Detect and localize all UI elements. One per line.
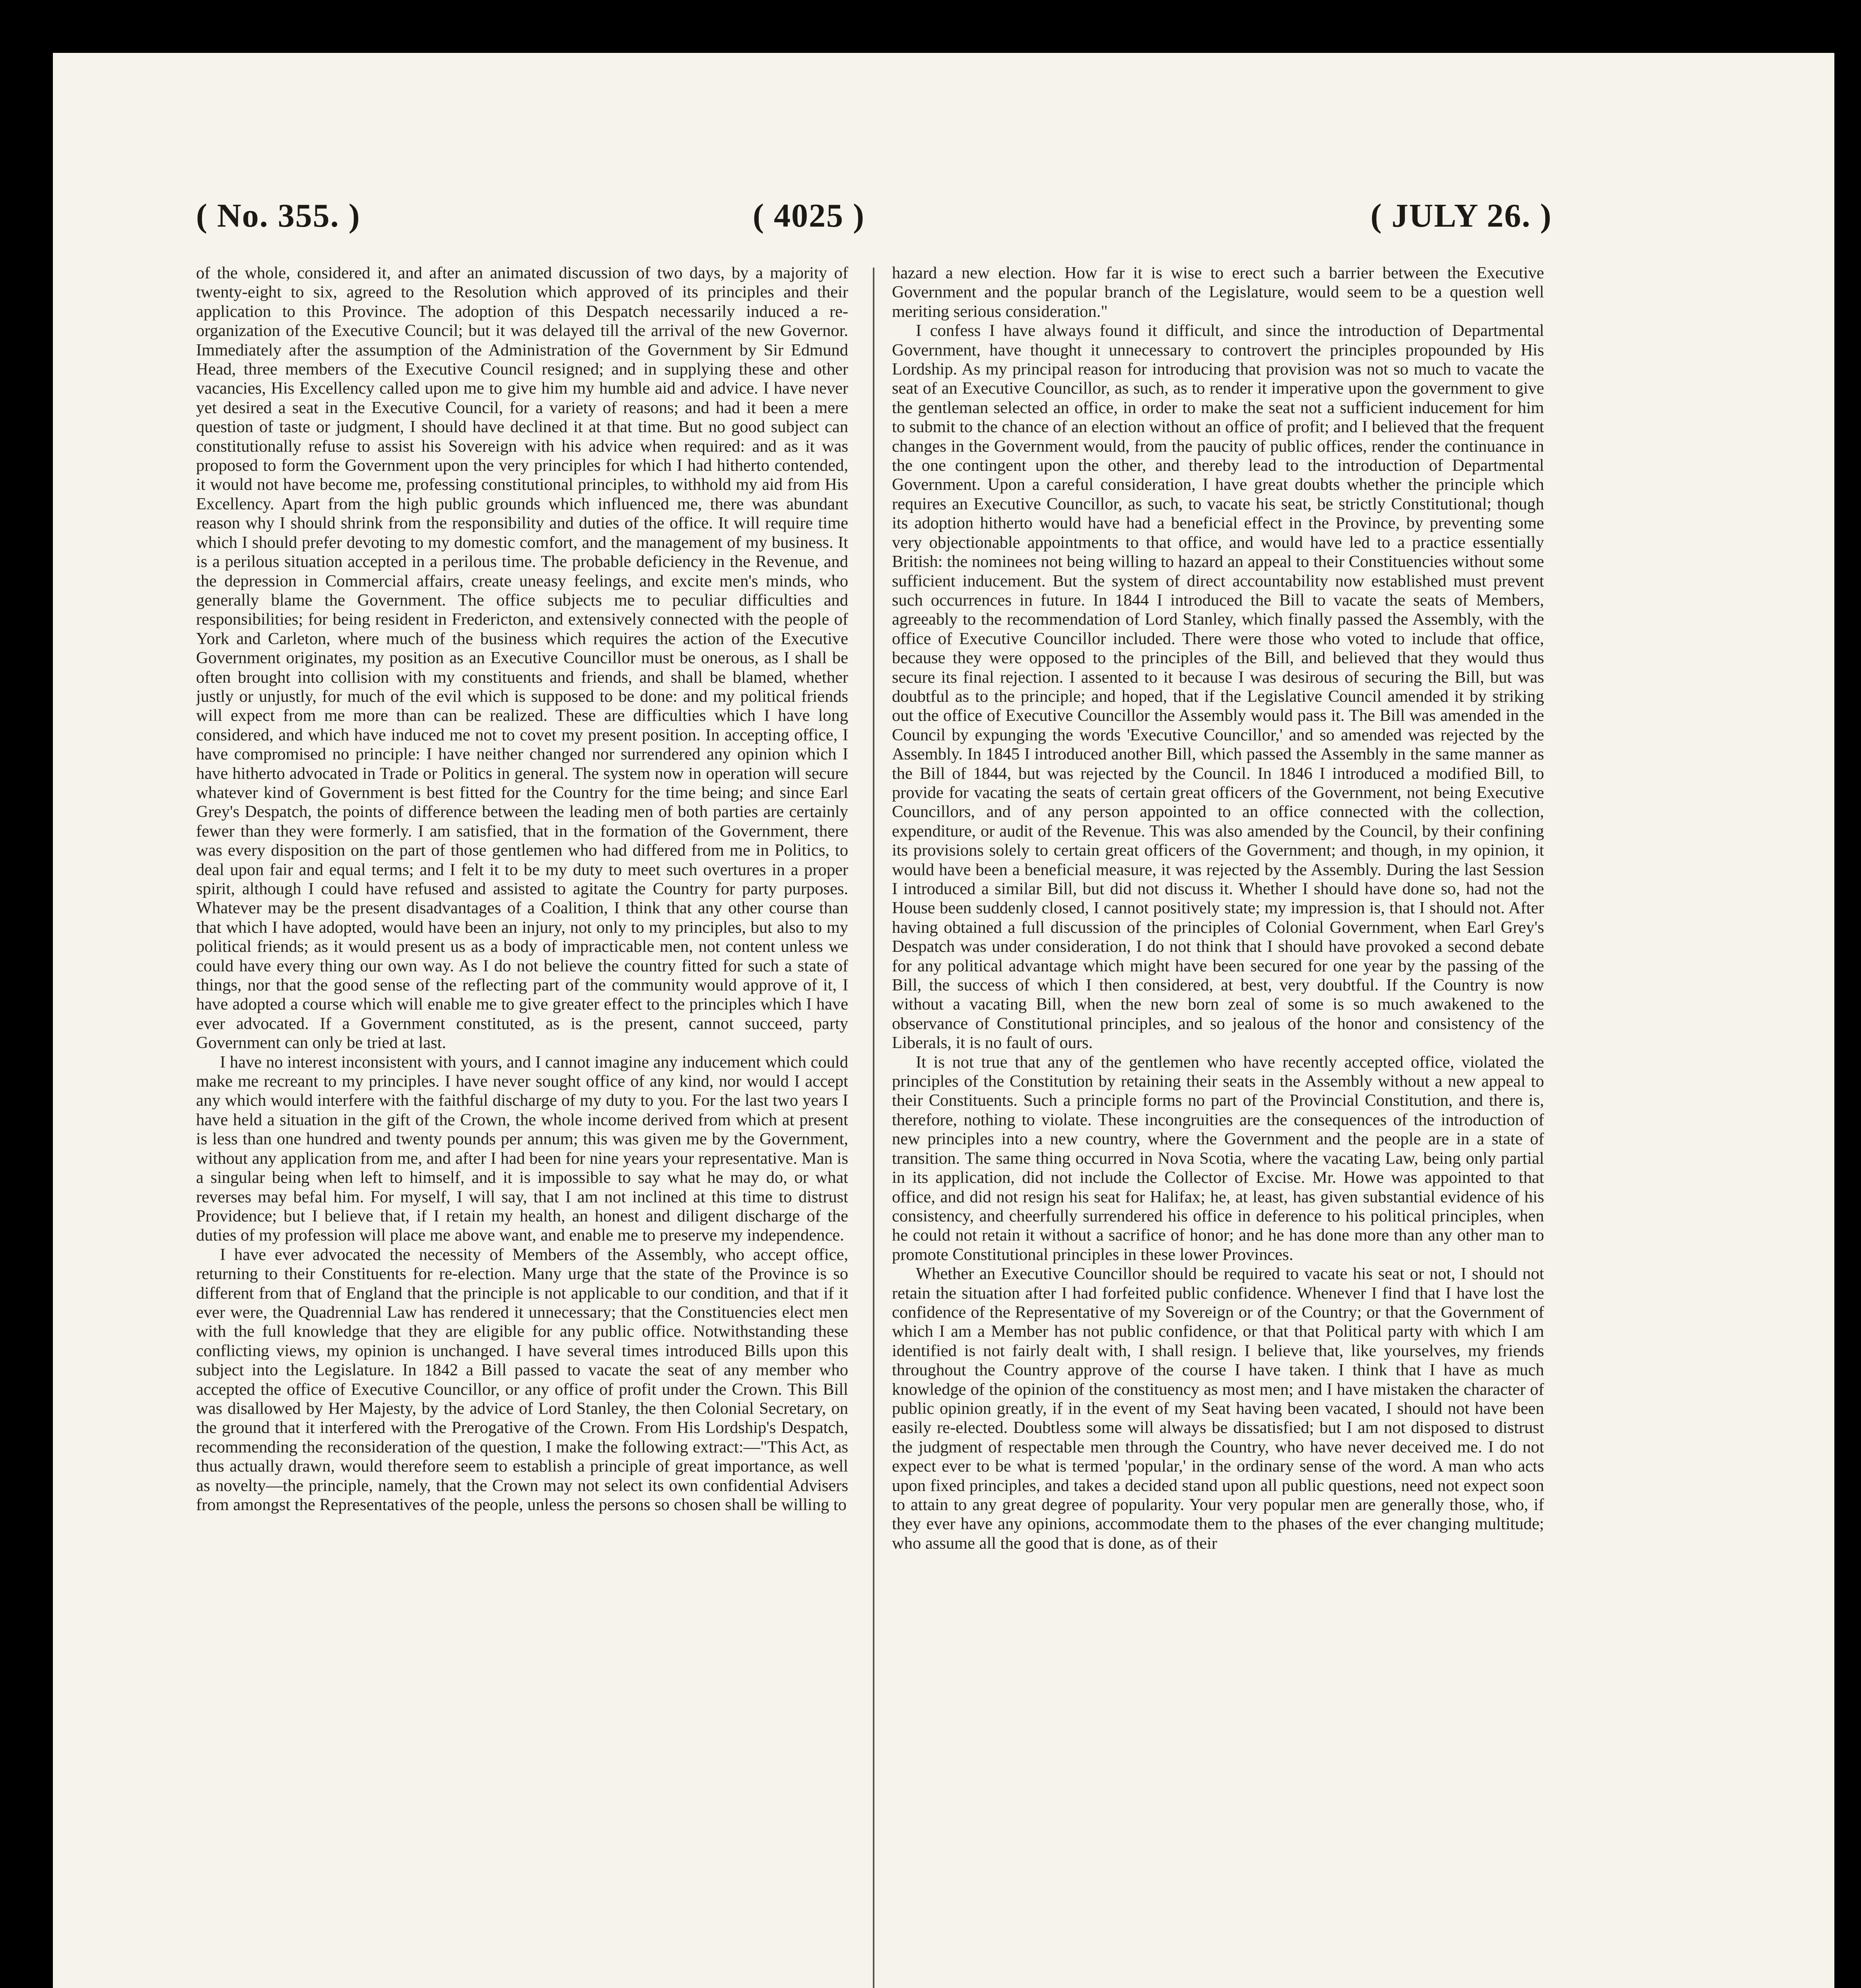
paragraph: I have no interest inconsistent with yours, and I cannot imagine any inducement which could make me recreant to my principles. I have never sought office of any kind, nor would I accept any which would interfere with the faithful discharge of my duty to you. For the last two years I have held a situation in the gift of the Crown, the whole income derived from which at present is less than one hundred and twenty pounds per annum; this was given me by the Government, without any application from me, and after I had been for nine years your representative. Man is a singular being when left to himself, and it is impossible to say what he may do, or what reverses may befal him. For myself, I will say, that I am not inclined at this time to distrust Providence; but I believe that, if I retain my health, an honest and diligent discharge of the duties of my profession will place me above want, and enable me to preserve my independence. <box>196 1052 848 1245</box>
page-number: ( 4025 ) <box>753 197 865 234</box>
paragraph: Whether an Executive Councillor should be required to vacate his seat or not, I should not retain the situation after I had forfeited public confidence. Whenever I find that I have lost the confidence of the Representative of my Sovereign or of the Country; or that the Government of which I am a Member has not public confidence, or that that Political party with which I am identified is not fairly dealt with, I shall resign. I believe that, like yourselves, my friends throughout the Country approve of the course I have taken. I think that I have as much knowledge of the opinion of the constituency as most men; and I have mistaken the character of public opinion greatly, if in the event of my Seat having been vacated, I should not have been easily re-elected. Doubtless some will always be dissatisfied; but I am not disposed to distrust the judgment of respectable men through the Country, who have never deceived me. I do not expect ever to be what is termed 'popular,' in the ordinary sense of the word. A man who acts upon fixed principles, and takes a decided stand upon all public questions, need not expect soon to attain to any great degree of popularity. Your very popular men are generally those, who, if they ever have any opinions, accommodate them to the phases of the ever changing multitude; who assume all the good that is done, as of their <box>892 1264 1544 1553</box>
page-header <box>196 190 1552 242</box>
column-divider <box>873 268 874 1988</box>
paragraph: It is not true that any of the gentlemen who have recently accepted office, violated the principles of the Constitution by retaining their seats in the Assembly without a new appeal to their Constituents. Such a principle forms no part of the Provincial Constitution, and there is, therefore, nothing to violate. These incongruities are the consequences of the introduction of new principles into a new country, where the Government and the people are in a state of transition. The same thing occurred in Nova Scotia, where the vacating Law, being only partial in its application, did not include the Collector of Excise. Mr. Howe was appointed to that office, and did not resign his seat for Halifax; he, at least, has given substantial evidence of his consistency, and cheerfully surrendered his office in deference to his political principles, when he could not retain it without a sacrifice of honor; and he has done more than any other man to promote Constitutional principles in these lower Provinces. <box>892 1052 1544 1264</box>
paragraph: I confess I have always found it difficult, and since the introduction of Departmental Government, have thought it unnecessary to controvert the principles propounded by His Lordship. As my principal reason for introducing that provision was not so much to vacate the seat of an Executive Councillor, as such, as to render it imperative upon the government to give the gentleman selected an office, in order to make the seat not a sufficient inducement for him to submit to the chance of an election without an office of profit; and I believed that the frequent changes in the Government would, from the paucity of public offices, render the continuance in the one contingent upon the other, and thereby lead to the introduction of Departmental Government. Upon a careful consideration, I have great doubts whether the principle which requires an Executive Councillor, as such, to vacate his seat, be strictly Constitutional; though its adoption hitherto would have had a beneficial effect in the Province, by preventing some very objectionable appointments to that office, and would have led to a practice essentially British: the nominees not being willing to hazard an appeal to their Constituencies without some sufficient inducement. But the system of direct accountability now established must prevent such occurrences in future. In 1844 I introduced the Bill to vacate the seats of Members, agreeably to the recommendation of Lord Stanley, which finally passed the Assembly, with the office of Executive Councillor included. There were those who voted to include that office, because they were opposed to the principles of the Bill, and believed that they would thus secure its final rejection. I assented to it because I was desirous of securing the Bill, but was doubtful as to the principle; and hoped, that if the Legislative Council amended it by striking out the office of Executive Councillor the Assembly would pass it. The Bill was amended in the Council by expunging the words 'Executive Councillor,' and so amended was rejected by the Assembly. In 1845 I introduced another Bill, which passed the Assembly in the same manner as the Bill of 1844, but was rejected by the Council. In 1846 I introduced a modified Bill, to provide for vacating the seats of certain great officers of the Government, not being Executive Councillors, and of any person appointed to an office connected with the collection, expenditure, or audit of the Revenue. This was also amended by the Council, by their confining its provisions solely to certain great officers of the Government; and though, in my opinion, it would have been a beneficial measure, it was rejected by the Assembly. During the last Session I introduced a similar Bill, but did not discuss it. Whether I should have done so, had not the House been suddenly closed, I cannot positively state; my impression is, that I should not. After having obtained a full discussion of the principles of Colonial Government, when Earl Grey's Despatch was under consideration, I do not think that I should have provoked a second debate for any political advantage which might have been secured for one year by the passing of the Bill, the success of which I then considered, at best, very doubtful. If the Country is now without a vacating Bill, when the new born zeal of some is so much awakened to the observance of Constitutional principles, and so jealous of the honor and consistency of the Liberals, it is no fault of ours. <box>892 321 1544 1052</box>
newspaper-page <box>53 53 1834 1988</box>
issue-number: ( No. 355. ) <box>196 197 361 234</box>
left-column <box>196 264 848 1988</box>
issue-date: ( JULY 26. ) <box>1370 197 1552 234</box>
paragraph: of the whole, considered it, and after an animated discussion of two days, by a majority of twenty-eight to six, agreed to the Resolution which approved of its principles and their application to this Province. The adoption of this Despatch necessarily induced a re-organization of the Executive Council; but it was delayed till the arrival of the new Governor. Immediately after the assumption of the Administration of the Government by Sir Edmund Head, three members of the Executive Council resigned; and in supplying these and other vacancies, His Excellency called upon me to give him my humble aid and advice. I have never yet desired a seat in the Executive Council, for a variety of reasons; and had it been a mere question of taste or judgment, I should have declined it at that time. But no good subject can constitutionally refuse to assist his Sovereign with his advice when required: and as it was proposed to form the Government upon the very principles for which I had hitherto contended, it would not have become me, professing constitutional principles, to withhold my aid from His Excellency. Apart from the high public grounds which influenced me, there was abundant reason why I should shrink from the responsibility and duties of the office. It will require time which I should prefer devoting to my domestic comfort, and the management of my business. It is a perilous situation accepted in a perilous time. The probable deficiency in the Revenue, and the depression in Commercial affairs, create uneasy feelings, and excite men's minds, who generally blame the Government. The office subjects me to peculiar difficulties and responsibilities; for being resident in Fredericton, and extensively connected with the people of York and Carleton, where much of the business which requires the action of the Executive Government originates, my position as an Executive Councillor must be onerous, as I shall be often brought into collision with my constituents and friends, and shall be blamed, whether justly or unjustly, for much of the evil which is supposed to be done: and my political friends will expect from me more than can be realized. These are difficulties which I have long considered, and which have induced me not to covet my present position. In accepting office, I have compromised no principle: I have neither changed nor surrendered any opinion which I have hitherto advocated in Trade or Politics in general. The system now in operation will secure whatever kind of Government is best fitted for the Country for the time being; and since Earl Grey's Despatch, the points of difference between the leading men of both parties are certainly fewer than they were formerly. I am satisfied, that in the formation of the Government, there was every disposition on the part of those gentlemen who had differed from me in Politics, to deal upon fair and equal terms; and I felt it to be my duty to meet such overtures in a proper spirit, although I could have refused and assisted to agitate the Country for party purposes. Whatever may be the present disadvantages of a Coalition, I think that any other course than that which I have adopted, would have been an injury, not only to my principles, but also to my political friends; as it would present us as a body of impracticable men, not content unless we could have every thing our own way. As I do not believe the country fitted for such a state of things, nor that the good sense of the reflecting part of the community would approve of it, I have adopted a course which will enable me to give greater effect to the principles which I have ever advocated. If a Government constituted, as is the present, cannot succeed, party Government can only be tried at last. <box>196 264 848 1052</box>
right-column <box>892 264 1544 1988</box>
paragraph: I have ever advocated the necessity of Members of the Assembly, who accept office, returning to their Constituents for re-election. Many urge that the state of the Province is so different from that of England that the principle is not applicable to our condition, and that if it ever were, the Quadrennial Law has rendered it unnecessary; that the Constituencies elect men with the full knowledge that they are eligible for any public office. Notwithstanding these conflicting views, my opinion is unchanged. I have several times introduced Bills upon this subject into the Legislature. In 1842 a Bill passed to vacate the seat of any member who accepted the office of Executive Councillor, or any office of profit under the Crown. This Bill was disallowed by Her Majesty, by the advice of Lord Stanley, the then Colonial Secretary, on the ground that it interfered with the Prerogative of the Crown. From His Lordship's Despatch, recommending the reconsideration of the question, I make the following extract:—"This Act, as thus actually drawn, would therefore seem to establish a principle of great importance, as well as novelty—the principle, namely, that the Crown may not select its own confidential Advisers from amongst the Representatives of the people, unless the persons so chosen shall be willing to <box>196 1245 848 1514</box>
paragraph: hazard a new election. How far it is wise to erect such a barrier between the Executive Government and the popular branch of the Legislature, would seem to be a question well meriting serious consideration." <box>892 264 1544 321</box>
